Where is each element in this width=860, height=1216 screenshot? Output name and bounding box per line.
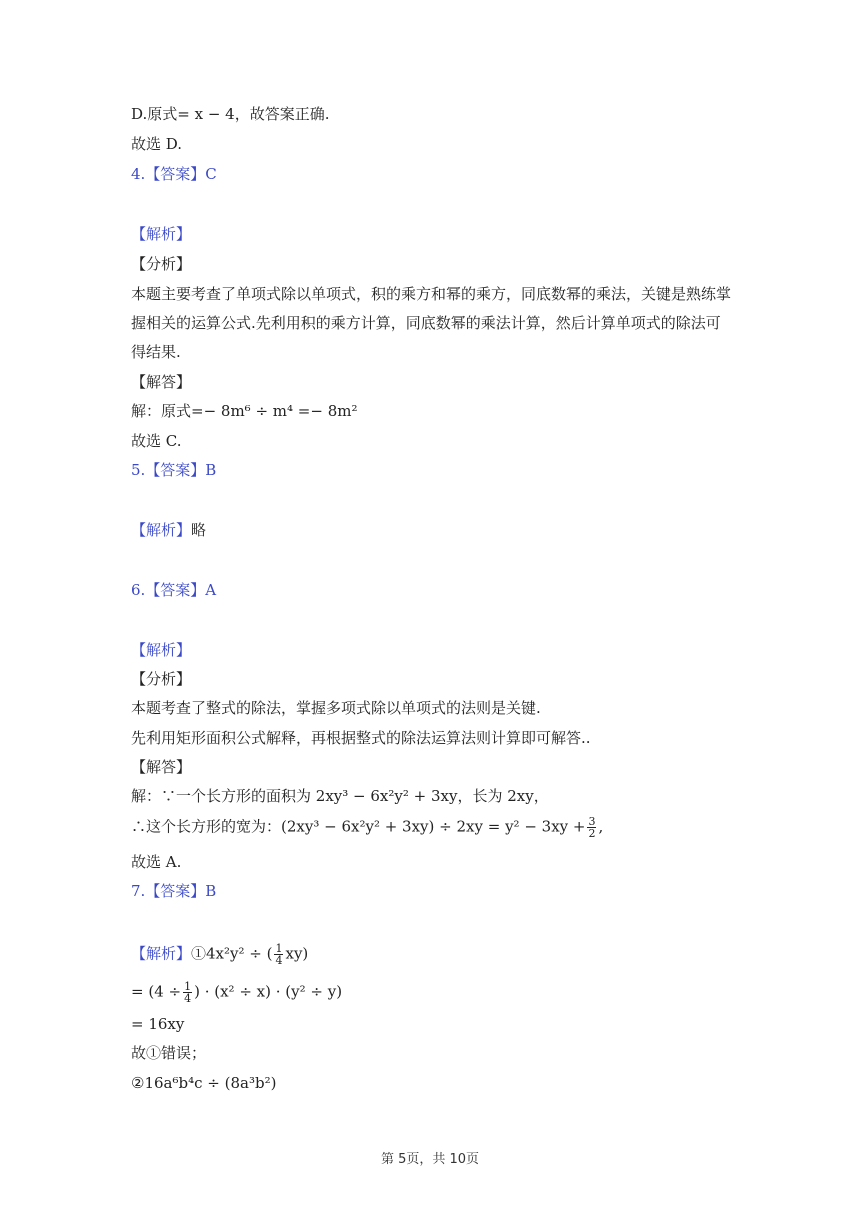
q5-answer: 5.【答案】B bbox=[131, 461, 217, 479]
q4-analysis-line-3: 得结果. bbox=[131, 343, 181, 361]
q5-jiexi-text: 略 bbox=[191, 521, 207, 539]
fraction-three-halves bbox=[587, 816, 596, 839]
q6-solution-2-suffix: , bbox=[598, 817, 604, 836]
q6-solution-2-prefix: ∴这个长方形的宽为：(2xy³ − 6x²y² + 3xy) ÷ 2xy = y² − 3xy + bbox=[131, 817, 586, 836]
q6-solution-line-2 bbox=[131, 816, 603, 839]
q6-jieda-heading: 【解答】 bbox=[131, 758, 192, 776]
q4-answer: 4.【答案】C bbox=[131, 165, 217, 183]
q4-analysis-line-1: 本题主要考查了单项式除以单项式，积的乘方和幂的乘方，同底数幂的乘法，关键是熟练掌 bbox=[131, 285, 732, 303]
fraction-one-quarter bbox=[274, 943, 283, 966]
page-footer: 第 5页，共 10页 bbox=[380, 1152, 480, 1167]
fraction-numerator: 1 bbox=[275, 942, 283, 955]
q6-analysis-line-1: 本题考查了整式的除法，掌握多项式除以单项式的法则是关键. bbox=[131, 699, 541, 717]
q7-line-2-prefix: = (4 ÷ bbox=[131, 982, 182, 1001]
q6-fenxi-heading: 【分析】 bbox=[131, 670, 192, 688]
q7-line-1 bbox=[131, 943, 308, 966]
q5-jiexi-label: 【解析】 bbox=[131, 521, 192, 539]
q7-line-1-prefix: ①4x²y² ÷ ( bbox=[191, 944, 273, 963]
q4-choose: 故选 C. bbox=[131, 432, 182, 450]
fraction-numerator: 1 bbox=[184, 980, 192, 993]
q6-solution-line-1: 解：∵一个长方形的面积为 2xy³ − 6x²y² + 3xy，长为 2xy， bbox=[131, 787, 549, 805]
q6-analysis-line-2: 先利用矩形面积公式解释，再根据整式的除法运算法则计算即可解答.. bbox=[131, 729, 591, 747]
q4-jiexi-heading: 【解析】 bbox=[131, 225, 192, 243]
q7-line-1-suffix: xy) bbox=[285, 944, 309, 963]
fraction-numerator: 3 bbox=[588, 815, 596, 828]
q4-analysis-line-2: 握相关的运算公式.先利用积的乘方计算，同底数幂的乘法计算，然后计算单项式的除法可 bbox=[131, 314, 721, 332]
fraction-denominator: 4 bbox=[184, 992, 192, 1005]
option-d-conclusion: D.原式= x − 4，故答案正确. bbox=[131, 105, 330, 123]
q6-jiexi-heading: 【解析】 bbox=[131, 641, 192, 659]
fraction-one-quarter bbox=[183, 981, 192, 1004]
q7-answer: 7.【答案】B bbox=[131, 882, 217, 900]
q4-jieda-heading: 【解答】 bbox=[131, 373, 192, 391]
choose-d: 故选 D. bbox=[131, 135, 183, 153]
q7-line-5: ②16a⁶b⁴c ÷ (8a³b²) bbox=[131, 1074, 277, 1092]
q7-line-4: 故①错误； bbox=[131, 1044, 207, 1062]
q6-choose: 故选 A. bbox=[131, 853, 182, 871]
q7-line-2-suffix: ) · (x² ÷ x) · (y² ÷ y) bbox=[194, 982, 343, 1001]
fraction-denominator: 2 bbox=[588, 827, 596, 840]
q7-jiexi-label: 【解析】 bbox=[131, 944, 192, 963]
q7-line-3: = 16xy bbox=[131, 1015, 185, 1033]
q4-fenxi-heading: 【分析】 bbox=[131, 255, 192, 273]
fraction-denominator: 4 bbox=[275, 954, 283, 967]
q6-answer: 6.【答案】A bbox=[131, 581, 217, 599]
q7-line-2 bbox=[131, 981, 342, 1004]
q4-solution: 解：原式=− 8m⁶ ÷ m⁴ =− 8m² bbox=[131, 402, 358, 420]
q5-jiexi bbox=[131, 520, 206, 540]
